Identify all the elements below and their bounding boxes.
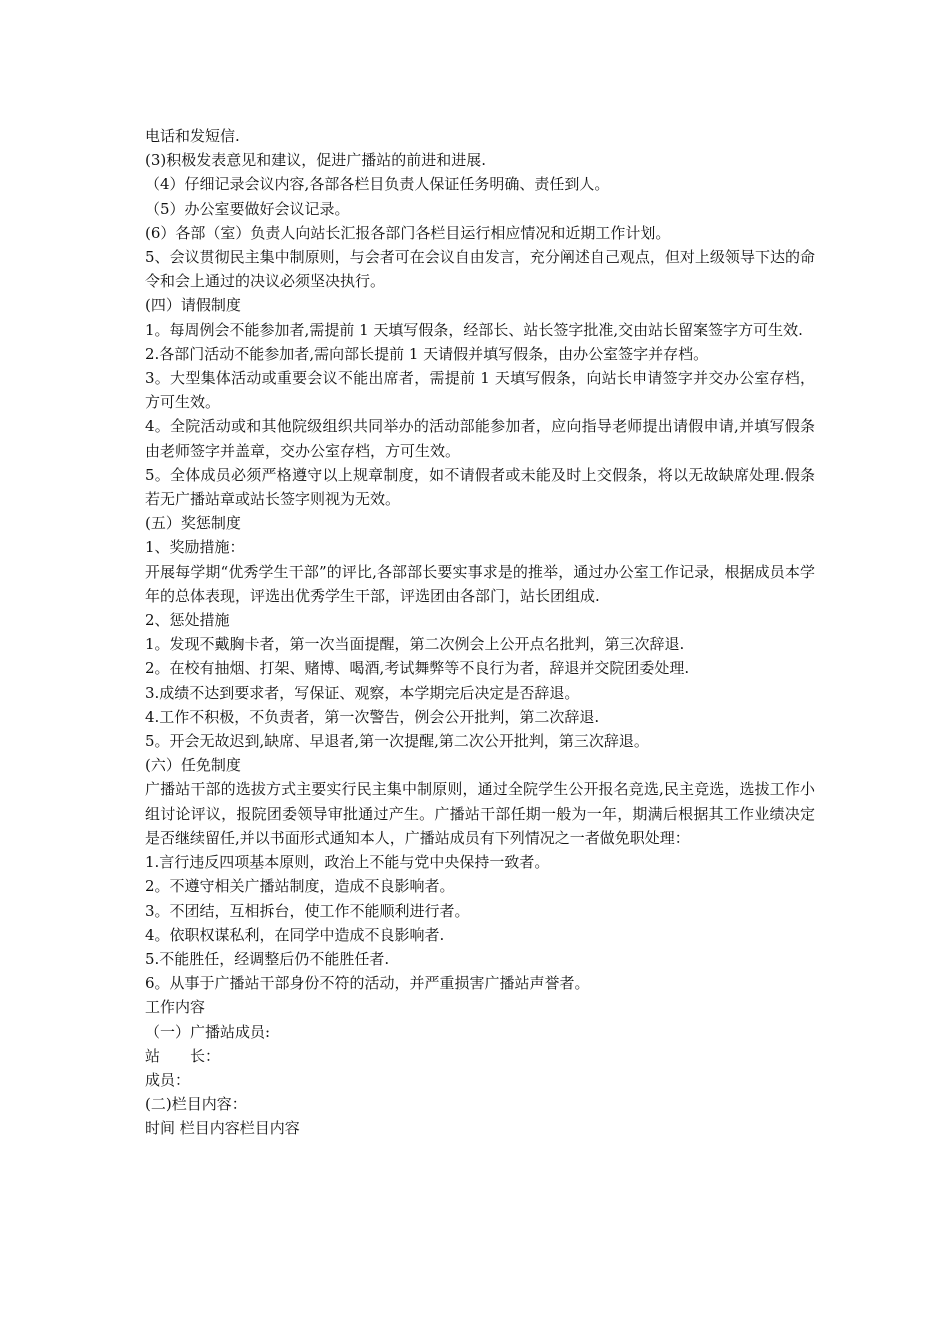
paragraph: 4.工作不积极，不负责者，第一次警告，例会公开批判，第二次辞退. bbox=[145, 707, 600, 726]
paragraph: 1.言行违反四项基本原则，政治上不能与党中央保持一致者。 bbox=[145, 853, 550, 872]
paragraph: 开展每学期“优秀学生干部”的评比,各部部长要实事求是的推举，通过办公室工作记录，根据成员本学年的总体表现，评选出优秀学生干部，评选团由各部门，站长团组成. bbox=[145, 562, 815, 605]
paragraph: 6。从事于广播站干部身份不符的活动，并严重损害广播站声誉者。 bbox=[145, 974, 590, 993]
paragraph: 3.成绩不达到要求者，写保证、观察，本学期完后决定是否辞退。 bbox=[145, 683, 580, 702]
paragraph: 站 长： bbox=[145, 1046, 221, 1065]
paragraph: 5。全体成员必须严格遵守以上规章制度，如不请假者或未能及时上交假条，将以无故缺席处理.假条若无广播站章或站长签字则视为无效。 bbox=[145, 465, 815, 509]
paragraph: 2、惩处措施 bbox=[145, 611, 230, 630]
paragraph: (五）奖惩制度 bbox=[145, 514, 241, 533]
paragraph: 4。依职权谋私利，在同学中造成不良影响者. bbox=[145, 925, 445, 944]
paragraph: (二)栏目内容： bbox=[145, 1095, 247, 1114]
paragraph: 成员： bbox=[145, 1070, 191, 1089]
paragraph: 1。发现不戴胸卡者，第一次当面提醒，第二次例会上公开点名批判，第三次辞退. bbox=[145, 635, 685, 654]
paragraph: （5）办公室要做好会议记录。 bbox=[145, 199, 350, 218]
paragraph: 1。每周例会不能参加者,需提前 1 天填写假条，经部长、站长签字批准,交由站长留案签字方可生效. bbox=[145, 320, 803, 339]
paragraph: 工作内容 bbox=[145, 998, 206, 1017]
paragraph: 时间 栏目内容栏目内容 bbox=[145, 1119, 300, 1138]
paragraph: (四）请假制度 bbox=[145, 296, 241, 315]
paragraph: (六）任免制度 bbox=[145, 756, 241, 775]
paragraph: 电话和发短信. bbox=[145, 127, 240, 145]
paragraph: 2。不遵守相关广播站制度，造成不良影响者。 bbox=[145, 877, 455, 896]
paragraph: （4）仔细记录会议内容,各部各栏目负责人保证任务明确、责任到人。 bbox=[145, 175, 610, 194]
paragraph: 5。开会无故迟到,缺席、早退者,第一次提醒,第二次公开批判，第三次辞退。 bbox=[145, 732, 649, 751]
paragraph: 4。全院活动或和其他院级组织共同举办的活动部能参加者，应向指导老师提出请假申请,并填写假条由老师签字并盖章，交办公室存档，方可生效。 bbox=[145, 417, 815, 460]
paragraph: 1、奖励措施： bbox=[145, 538, 245, 557]
paragraph: 2。在校有抽烟、打架、赌博、喝酒,考试舞弊等不良行为者，辞退并交院团委处理. bbox=[145, 659, 690, 678]
paragraph: 3。大型集体活动或重要会议不能出席者，需提前 1 天填写假条，向站长申请签字并交办公室存档，方可生效。 bbox=[145, 369, 815, 412]
paragraph: (3)积极发表意见和建议，促进广播站的前进和进展. bbox=[145, 151, 487, 170]
paragraph: （一）广播站成员: bbox=[145, 1022, 271, 1041]
paragraph: 3。不团结，互相拆台，使工作不能顺利进行者。 bbox=[145, 901, 470, 920]
paragraph: 2.各部门活动不能参加者,需向部长提前 1 天请假并填写假条，由办公室签字并存档。 bbox=[145, 344, 709, 363]
paragraph: 广播站干部的选拔方式主要实行民主集中制原则，通过全院学生公开报名竞选,民主竞选，选拔工作小组讨论评议，报院团委领导审批通过产生。广播站干部任期一般为一年，期满后根据其工作业绩决定是否继续留任,并以书面形式通知本人，广播站成员有下列情况之一者做免职处理： bbox=[145, 780, 815, 847]
paragraph: (6）各部（室）负责人向站长汇报各部门各栏目运行相应情况和近期工作计划。 bbox=[145, 223, 671, 242]
paragraph: 5.不能胜任，经调整后仍不能胜任者. bbox=[145, 949, 390, 968]
document-body bbox=[145, 124, 815, 1141]
paragraph: 5、会议贯彻民主集中制原则，与会者可在会议自由发言，充分阐述自己观点，但对上级领导下达的命令和会上通过的决议必须坚决执行。 bbox=[145, 248, 815, 291]
